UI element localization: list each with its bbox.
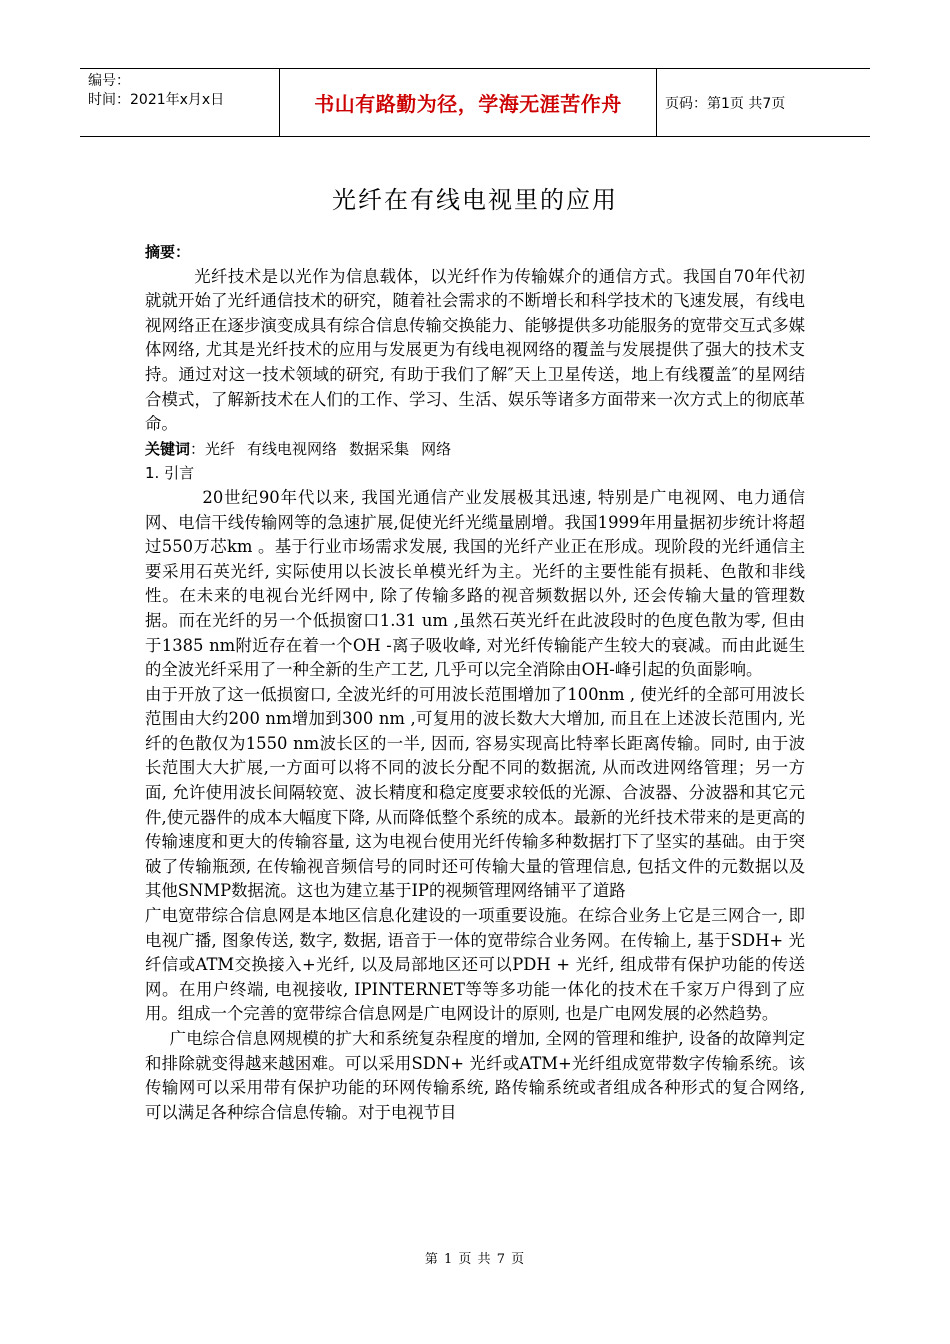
keyword-item: 光纤 (205, 439, 236, 458)
section-heading: 1. 引言 (145, 464, 195, 483)
document-date: 时间：2021年x月x日 (88, 92, 225, 108)
keyword-item: 数据采集 (349, 439, 410, 458)
keyword-item: 有线电视网络 (247, 439, 338, 458)
document-title: 光纤在有线电视里的应用 (332, 186, 618, 214)
paragraph: 由于开放了这一低损窗口, 全波光纤的可用波长范围增加了100nm , 使光纤的全部可用波长范围由大约200 nm增加到300 nm ,可复用的波长数大大增加, 而且在上述波长范围内, 光纤的色散仅为1550 nm波长区的一半, 因而, 容易实现高比特率长距离传输。同时, 由于波长范围大大扩展,一方面可以将不同的波长分配不同的数据流, 从而改进网络管理；另一方面, 允许使用波长间隔较宽、波长精度和稳定度要求较低的光源、合波器、分波器和其它元件,使元器件的成本大幅度下降, 从而降低整个系统的成本。最新的光纤技术带来的是更高的传输速度和更大的传输容量, 这为电视台使用光纤传输多种数据打下了坚实的基础。由于突破了传输瓶颈, 在传输视音频信号的同时还可传输大量的管理信息, 包括文件的元数据以及其他SNMP数据流。这也为建立基于IP的视频管理网络铺平了道路 (145, 684, 805, 901)
paragraph: 广电综合信息网规模的扩大和系统复杂程度的增加, 全网的管理和维护, 设备的故障判定和排除就变得越来越困难。可以采用SDN+ 光纤或ATM+光纤组成宽带数字传输系统。该传输网可以采用带有保护功能的环网传输系统, 路传输系统或者组成各种形式的复合网络, 可以满足各种综合信息传输。对于电视节目 (145, 1029, 805, 1122)
paragraph: 广电宽带综合信息网是本地区信息化建设的一项重要设施。在综合业务上它是三网合一, 即电视广播, 图象传送, 数字, 数据, 语音于一体的宽带综合业务网。在传输上, 基于SDH+ 光纤信或ATM交换接入+光纤, 以及局部地区还可以PDH + 光纤, 组成带有保护功能的传送网。在用户终端, 电视接收, IPINTERNET等等多功能一体化的技术在千家万户得到了应用。组成一个完善的宽带综合信息网是广电网设计的原则, 也是广电网发展的必然趋势。 (145, 906, 805, 1024)
keywords-separator: ： (190, 439, 206, 458)
keywords-list (205, 440, 463, 458)
header-page-info: 页码：第1页 共7页 (665, 95, 786, 112)
keyword-item: 网络 (421, 439, 452, 458)
page-header (80, 68, 870, 137)
document-body (145, 240, 805, 1125)
page-footer: 第 1 页 共 7 页 (424, 1252, 526, 1267)
header-meta (80, 69, 280, 136)
paragraph: 20世纪90年代以来, 我国光通信产业发展极其迅速, 特别是广电视网、电力通信网、电信干线传输网等的急速扩展,促使光纤光缆量剧增。我国1999年用量据初步统计将超过550万芯km 。基于行业市场需求发展, 我国的光纤产业正在形成。现阶段的光纤通信主要采用石英光纤, 实际使用以长波长单模光纤为主。光纤的主要性能有损耗、色散和非线性。在未来的电视台光纤网中, 除了传输多路的视音频数据以外, 还会传输大量的管理数据。而在光纤的另一个低损窗口1.31 um ,虽然石英光纤在此波段时的色度色散为零, 但由于1385 nm附近存在着一个OH -离子吸收峰, 对光纤传输能产生较大的衰减。而由此诞生的全波光纤采用了一种全新的生产工艺, 几乎可以完全消除由OH-峰引起的负面影响。 (145, 487, 805, 680)
document-number-label: 编号： (88, 73, 130, 89)
abstract-heading: 摘要： (145, 243, 191, 261)
abstract-text: 光纤技术是以光作为信息载体，以光纤作为传输媒介的通信方式。我国自70年代初就就开始了光纤通信技术的研究，随着社会需求的不断增长和科学技术的飞速发展，有线电视网络正在逐步演变成具有综合信息传输交换能力、能够提供多功能服务的宽带交互式多媒体网络, 尤其是光纤技术的应用与发展更为有线电视网络的覆盖与发展提供了强大的技术支持。通过对这一技术领域的研究, 有助于我们了解″天上卫星传送，地上有线覆盖″的星网结合模式，了解新技术在人们的工作、学习、生活、娱乐等诸多方面带来一次方式上的彻底革命。 (145, 266, 805, 434)
keywords-line (145, 437, 805, 462)
header-motto: 书山有路勤为径，学海无涯苦作舟 (280, 69, 657, 136)
keywords-label: 关键词 (145, 439, 191, 458)
